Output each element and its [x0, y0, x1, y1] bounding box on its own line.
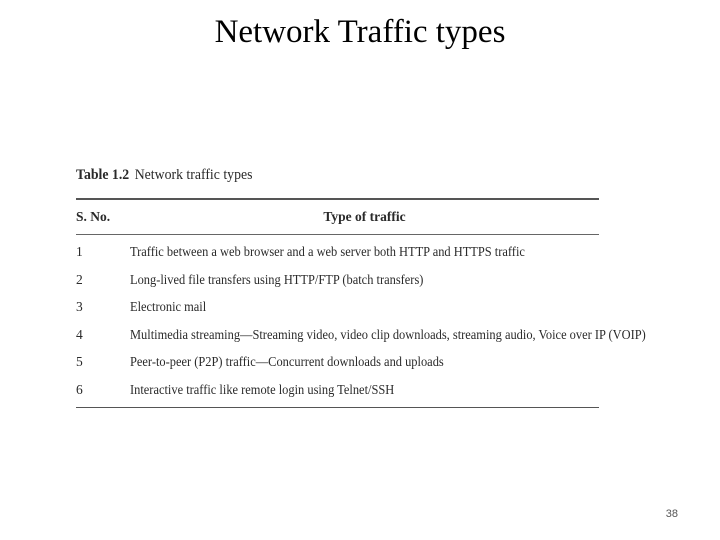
table-row [76, 266, 599, 294]
table-header-row [76, 200, 599, 235]
header-serial-number: S. No. [76, 209, 111, 224]
table-row [76, 238, 599, 266]
table-row [76, 293, 599, 321]
row-serial-number: 5 [76, 354, 83, 369]
header-type-of-traffic: Type of traffic [323, 209, 406, 224]
table-row [76, 376, 599, 404]
row-serial-number: 2 [76, 271, 83, 287]
slide-title: Network Traffic types [214, 14, 506, 50]
row-traffic-type: Long-lived file transfers using HTTP/FTP (batch transfers) [130, 271, 424, 287]
traffic-types-table [76, 162, 646, 408]
table-row [76, 348, 599, 376]
row-traffic-type: Multimedia streaming—Streaming video, video clip downloads, streaming audio, Voice over IP (VOIP) [130, 326, 646, 342]
page-number: 38 [665, 508, 678, 520]
row-traffic-type: Electronic mail [130, 299, 207, 314]
row-traffic-type: Peer-to-peer (P2P) traffic—Concurrent downloads and uploads [130, 354, 444, 369]
table-caption-number: Table 1.2 [76, 167, 130, 183]
table-body [76, 235, 646, 408]
row-serial-number: 1 [76, 244, 83, 259]
table-row [76, 321, 646, 349]
row-serial-number: 3 [76, 299, 83, 314]
row-traffic-type: Traffic between a web browser and a web server both HTTP and HTTPS traffic [130, 244, 525, 259]
row-traffic-type: Interactive traffic like remote login using Telnet/SSH [130, 381, 395, 397]
table-caption [76, 162, 557, 188]
row-serial-number: 6 [76, 381, 83, 397]
row-serial-number: 4 [76, 326, 83, 342]
table-caption-text: Network traffic types [134, 167, 253, 183]
